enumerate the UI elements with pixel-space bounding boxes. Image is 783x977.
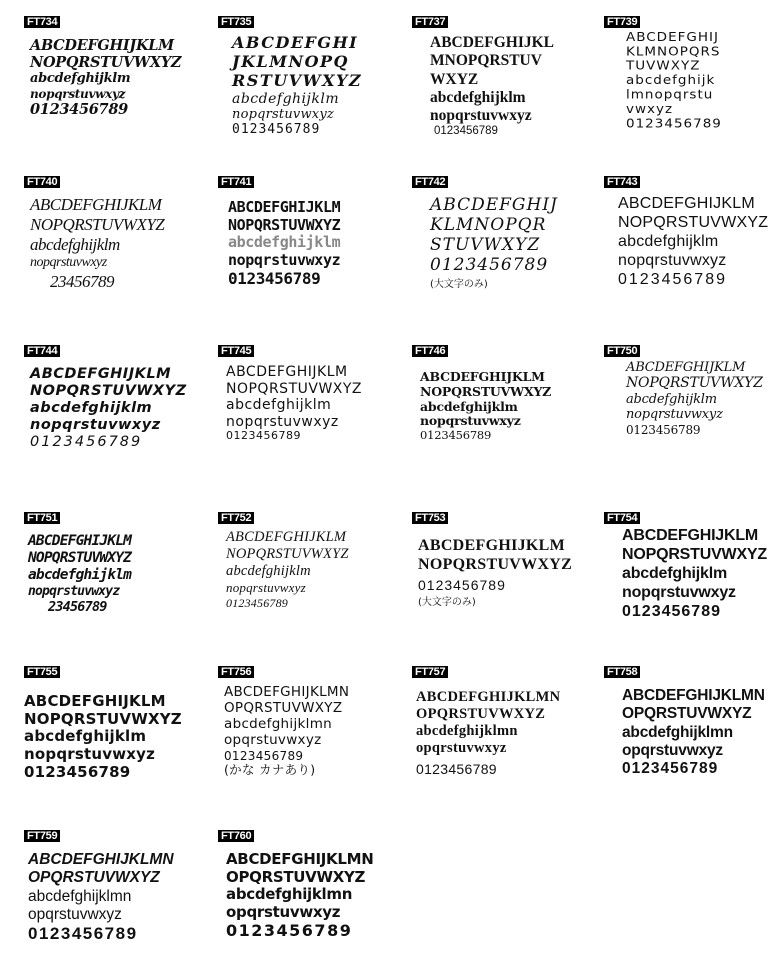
font-code-label: FT757 bbox=[412, 666, 448, 678]
sample-line: nopqrstuvwxyz bbox=[622, 583, 736, 601]
sample-line: ABCDEFGHIJ bbox=[430, 195, 558, 215]
sample-line: abcdefghijklmn bbox=[622, 723, 733, 741]
font-sample-ft755 bbox=[24, 660, 212, 781]
sample-line: KLMNOPQRS bbox=[626, 44, 721, 59]
sample-line: NOPQRSTUVWXYZ bbox=[30, 54, 182, 72]
sample-line: opqrstuvwxyz bbox=[224, 731, 322, 748]
sample-line: nopqrstuvwxyz bbox=[226, 413, 339, 430]
sample-line: opqrstuvwxyz bbox=[28, 905, 122, 923]
sample-line: NOPQRSTUVWXYZ bbox=[418, 555, 573, 573]
sample-line: ABCDEFGHIJKLMN bbox=[28, 851, 174, 868]
font-code-label: FT745 bbox=[218, 345, 254, 357]
sample-line: NOPQRSTUVWXYZ bbox=[420, 383, 552, 399]
font-code-label: FT735 bbox=[218, 16, 254, 28]
sample-line: abcdefghijklm bbox=[618, 232, 719, 250]
sample-line: ABCDEFGHIJKLM bbox=[226, 529, 347, 545]
sample-line: abcdefghijklm bbox=[28, 567, 132, 584]
sample-line: ABCDEFGHIJ bbox=[626, 30, 719, 45]
kana-note: (かな カナあり) bbox=[224, 761, 316, 777]
sample-line: 0123456789 bbox=[228, 268, 321, 288]
sample-line: OPQRSTUVWXYZ bbox=[226, 867, 366, 886]
sample-line: OPQRSTUVWXYZ bbox=[28, 869, 160, 887]
sample-line: ABCDEFGHIJKLM bbox=[418, 537, 566, 554]
sample-line: abcdefghijklmn bbox=[416, 723, 518, 740]
sample-line: 0123456789 bbox=[420, 428, 492, 442]
sample-line: ABCDEFGHIJKLM bbox=[30, 37, 174, 54]
sample-line: vwxyz bbox=[626, 101, 674, 117]
font-code-label: FT759 bbox=[24, 830, 60, 842]
sample-line: 0123456789 bbox=[28, 924, 138, 944]
font-code-label: FT737 bbox=[412, 16, 448, 28]
font-sample-ft754 bbox=[604, 506, 783, 621]
sample-line: NOPQRSTUVWXYZ bbox=[28, 550, 132, 567]
sample-line: ABCDEFGHIJKLM bbox=[420, 369, 545, 384]
font-code-label: FT756 bbox=[218, 666, 254, 678]
font-sample-ft743 bbox=[604, 170, 783, 289]
sample-line: nopqrstuvwxyz bbox=[30, 417, 161, 434]
sample-line: abcdefghijklmn bbox=[28, 887, 132, 905]
font-code-label: FT743 bbox=[604, 176, 640, 188]
sample-line: ABCDEFGHIJKLM bbox=[618, 195, 755, 212]
sample-line: ABCDEFGHIJKLM bbox=[626, 360, 746, 375]
sample-line: opqrstuvwxyz bbox=[226, 903, 341, 922]
sample-line: nopqrstuvwxyz bbox=[228, 251, 341, 270]
sample-line: abcdefghijklm bbox=[226, 563, 311, 580]
sample-line: 0123456789 bbox=[224, 748, 304, 763]
font-sample-ft759 bbox=[24, 824, 212, 944]
sample-line: abcdefghijklm bbox=[30, 400, 153, 417]
sample-line: nopqrstuvwxyz bbox=[28, 584, 120, 600]
sample-line: 0123456789 bbox=[30, 100, 128, 118]
font-sample-ft734 bbox=[24, 10, 212, 118]
sample-line: ABCDEFGHIJKLM bbox=[228, 198, 341, 216]
sample-line: opqrstuvwxyz bbox=[622, 741, 723, 759]
sample-line: opqrstuvwxyz bbox=[416, 740, 507, 757]
sample-line: 0123456789 bbox=[232, 122, 321, 138]
sample-line: abcdefghijk bbox=[626, 73, 716, 88]
sample-line: 0123456789 bbox=[30, 434, 143, 451]
font-code-label: FT754 bbox=[604, 512, 640, 524]
sample-line: MNOPQRSTUV bbox=[430, 52, 542, 70]
sample-line: 23456789 bbox=[50, 271, 114, 291]
sample-line: abcdefghijklmn bbox=[224, 715, 332, 732]
sample-line: 0123456789 bbox=[416, 761, 497, 778]
sample-line: NOPQRSTUVWXYZ bbox=[228, 215, 341, 234]
sample-line: ABCDEFGHIJKLMN bbox=[226, 850, 374, 868]
font-sample-ft745 bbox=[218, 339, 406, 443]
sample-line: nopqrstuvwxyz bbox=[226, 580, 306, 596]
sample-line: nopqrstuvwxyz bbox=[30, 86, 126, 101]
font-code-label: FT746 bbox=[412, 345, 448, 357]
sample-line: NOPQRSTUVWXYZ bbox=[618, 213, 769, 231]
font-sample-ft750 bbox=[604, 339, 783, 437]
font-sample-ft739 bbox=[604, 10, 783, 142]
sample-line: nopqrstuvwxyz bbox=[626, 407, 723, 423]
font-sample-ft760 bbox=[218, 824, 406, 941]
font-code-label: FT753 bbox=[412, 512, 448, 524]
sample-line: OPQRSTUVWXYZ bbox=[224, 699, 343, 716]
font-code-label: FT758 bbox=[604, 666, 640, 678]
sample-line: NOPQRSTUVWXYZ bbox=[626, 375, 763, 392]
sample-line: 0123456789 bbox=[430, 255, 549, 276]
font-sample-ft740 bbox=[24, 170, 212, 292]
sample-line: nopqrstuvwxyz bbox=[24, 745, 156, 764]
font-sample-ft735 bbox=[218, 10, 406, 138]
sample-line: abcdefghijklm bbox=[24, 727, 147, 746]
sample-line: 0123456789 bbox=[626, 422, 701, 437]
sample-line: NOPQRSTUVWXYZ bbox=[30, 215, 165, 235]
sample-line: 0123456789 bbox=[434, 125, 498, 138]
sample-line: ABCDEFGHIJKLM bbox=[28, 533, 132, 549]
sample-line: 0123456789 bbox=[622, 602, 721, 620]
sample-line: NOPQRSTUVWXYZ bbox=[30, 383, 187, 400]
sample-line: 0123456789 bbox=[24, 762, 131, 781]
font-code-label: FT755 bbox=[24, 666, 60, 678]
sample-line: RSTUVWXYZ bbox=[232, 70, 363, 90]
font-sample-ft752 bbox=[218, 506, 406, 610]
sample-line: nopqrstuvwxyz bbox=[232, 107, 334, 123]
sample-line: 0123456789 bbox=[226, 595, 288, 610]
sample-line: nopqrstuvwxyz bbox=[30, 255, 107, 271]
sample-line: WXYZ bbox=[430, 70, 479, 88]
uppercase-only-note: (大文字のみ) bbox=[430, 279, 488, 291]
sample-line: NOPQRSTUVWXYZ bbox=[226, 380, 363, 397]
font-sample-ft744 bbox=[24, 339, 212, 452]
sample-line: ABCDEFGHIJKLMN bbox=[224, 684, 350, 700]
font-sample-ft746 bbox=[412, 339, 600, 443]
sample-line: 0123456789 bbox=[618, 270, 727, 288]
sample-line: abcdefghijklm bbox=[30, 235, 120, 255]
font-sample-ft756 bbox=[218, 660, 406, 778]
sample-line: OPQRSTUVWXYZ bbox=[622, 705, 752, 723]
sample-line: 0123456789 bbox=[226, 920, 353, 940]
sample-line: abcdefghijklmn bbox=[226, 885, 353, 904]
sample-line: abcdefghijklm bbox=[622, 564, 727, 582]
sample-line: lmnopqrstu bbox=[626, 87, 714, 102]
font-sample-ft742 bbox=[412, 170, 600, 292]
sample-line: 0123456789 bbox=[626, 116, 722, 131]
font-sample-ft751 bbox=[24, 506, 212, 616]
font-sample-ft741 bbox=[218, 170, 406, 289]
font-code-label: FT739 bbox=[604, 16, 640, 28]
sample-line: STUVWXYZ bbox=[430, 235, 541, 256]
sample-line: ABCDEFGHIJKLM bbox=[24, 692, 166, 710]
sample-line: ABCDEFGHIJKLM bbox=[226, 364, 348, 380]
sample-line: OPQRSTUVWXYZ bbox=[416, 706, 546, 723]
font-code-label: FT742 bbox=[412, 176, 448, 188]
sample-line: abcdefghijklm bbox=[30, 71, 131, 87]
sample-line: NOPQRSTUVWXYZ bbox=[24, 709, 182, 728]
font-code-label: FT744 bbox=[24, 345, 60, 357]
sample-line: abcdefghijklm bbox=[430, 88, 526, 106]
sample-line: ABCDEFGHIJKLM bbox=[622, 527, 759, 544]
font-code-label: FT741 bbox=[218, 176, 254, 188]
sample-line: NOPQRSTUVWXYZ bbox=[226, 546, 349, 563]
sample-line: abcdefghijklm bbox=[232, 90, 340, 107]
sample-line: nopqrstuvwxyz bbox=[420, 413, 521, 429]
sample-line: TUVWXYZ bbox=[626, 58, 701, 74]
font-sample-ft753 bbox=[412, 506, 600, 610]
font-code-label: FT734 bbox=[24, 16, 60, 28]
font-code-label: FT751 bbox=[24, 512, 60, 524]
font-code-label: FT750 bbox=[604, 345, 640, 357]
font-code-label: FT752 bbox=[218, 512, 254, 524]
sample-line: 23456789 bbox=[48, 598, 107, 615]
sample-line: KLMNOPQR bbox=[430, 215, 547, 236]
font-code-label: FT740 bbox=[24, 176, 60, 188]
sample-line: nopqrstuvwxyz bbox=[618, 251, 727, 269]
sample-line: nopqrstuvwxyz bbox=[430, 107, 532, 125]
font-code-label: FT760 bbox=[218, 830, 254, 842]
font-sample-ft757 bbox=[412, 660, 600, 778]
sample-line: abcdefghijklm bbox=[626, 391, 717, 407]
sample-line: NOPQRSTUVWXYZ bbox=[622, 545, 767, 563]
sample-line: ABCDEFGHIJKLMN bbox=[416, 689, 561, 705]
sample-line: ABCDEFGHIJKLMN bbox=[622, 687, 765, 704]
sample-line: ABCDEFGHI bbox=[232, 33, 359, 52]
sample-line: abcdefghijklm bbox=[226, 397, 332, 414]
font-sample-ft737 bbox=[412, 10, 600, 139]
font-sample-ft758 bbox=[604, 660, 783, 778]
uppercase-only-note: (大文字のみ) bbox=[418, 597, 476, 609]
sample-line: abcdefghijklm bbox=[228, 233, 341, 252]
sample-line: abcdefghijklm bbox=[420, 398, 518, 414]
sample-line: ABCDEFGHIJKLM bbox=[30, 366, 171, 382]
sample-line: ABCDEFGHIJKLM bbox=[30, 195, 162, 214]
sample-line: JKLMNOPQ bbox=[232, 51, 349, 71]
sample-line: 0123456789 bbox=[418, 576, 506, 593]
sample-line: 0123456789 bbox=[226, 429, 301, 443]
sample-line: ABCDEFGHIJKL bbox=[430, 34, 555, 51]
sample-line: 0123456789 bbox=[622, 760, 719, 778]
